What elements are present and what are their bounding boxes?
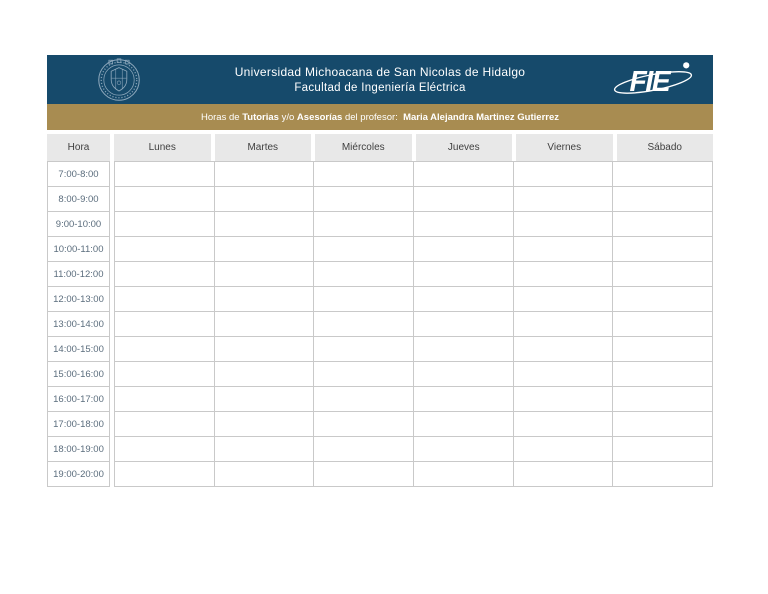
hour-label: 16:00-17:00 [47, 387, 110, 412]
hour-label: 8:00-9:00 [47, 187, 110, 212]
banner-connector: y/o [278, 111, 297, 123]
schedule-cell [514, 462, 614, 487]
schedule-cell [613, 362, 713, 387]
schedule-cell [514, 162, 614, 187]
header-band [47, 55, 713, 104]
schedule-cell [613, 387, 713, 412]
hour-label: 7:00-8:00 [47, 162, 110, 187]
schedule-cell [115, 162, 215, 187]
schedule-cell [115, 362, 215, 387]
schedule-cell [514, 387, 614, 412]
schedule-cell [414, 337, 514, 362]
hour-label: 11:00-12:00 [47, 262, 110, 287]
schedule-cell [314, 312, 414, 337]
schedule-cell [215, 187, 315, 212]
schedule-cell [613, 262, 713, 287]
schedule-cell [613, 337, 713, 362]
schedule-cell [314, 162, 414, 187]
fie-logo-text: FIE [629, 66, 670, 99]
hour-label: 9:00-10:00 [47, 212, 110, 237]
schedule-cell [314, 362, 414, 387]
schedule-cell [115, 262, 215, 287]
schedule-cell [215, 237, 315, 262]
schedule-cell [613, 287, 713, 312]
schedule-cell [314, 262, 414, 287]
schedule-cell [314, 412, 414, 437]
schedule-cell [613, 437, 713, 462]
schedule-cell [414, 387, 514, 412]
banner-prefix: Horas de [201, 111, 243, 123]
schedule-cell [414, 287, 514, 312]
schedule-cell [215, 362, 315, 387]
schedule-cell [414, 162, 514, 187]
university-name: Universidad Michoacana de San Nicolas de Hidalgo [234, 65, 526, 79]
schedule-cell [514, 287, 614, 312]
schedule-cell [514, 187, 614, 212]
schedule-cell [215, 337, 315, 362]
schedule-cell [613, 462, 713, 487]
schedule-cell [414, 412, 514, 437]
hour-label: 13:00-14:00 [47, 312, 110, 337]
schedule-cell [314, 212, 414, 237]
schedule-cell [314, 462, 414, 487]
schedule-cell [613, 312, 713, 337]
schedule-cell [215, 412, 315, 437]
schedule-cell [414, 212, 514, 237]
hour-label: 19:00-20:00 [47, 462, 110, 487]
hour-column [47, 161, 110, 487]
schedule-cell [115, 187, 215, 212]
schedule-cell [414, 362, 514, 387]
schedule-cell [115, 462, 215, 487]
schedule-cell [115, 287, 215, 312]
schedule-cell [514, 337, 614, 362]
schedule-cell [215, 387, 315, 412]
fie-logo [609, 58, 697, 101]
schedule-cell [514, 362, 614, 387]
column-header-day: Sábado [613, 134, 714, 161]
schedule-cell [215, 462, 315, 487]
schedule-cell [514, 237, 614, 262]
schedule-cell [514, 412, 614, 437]
column-header-day: Martes [211, 134, 312, 161]
hour-label: 15:00-16:00 [47, 362, 110, 387]
schedule-cell [613, 237, 713, 262]
schedule-cell [613, 162, 713, 187]
faculty-name: Facultad de Ingeniería Eléctrica [294, 82, 466, 94]
schedule-cell [414, 462, 514, 487]
schedule-cell [414, 262, 514, 287]
schedule-cell [115, 387, 215, 412]
schedule-cell [314, 187, 414, 212]
schedule-grid [114, 161, 713, 487]
column-header-hora: Hora [47, 134, 110, 161]
schedule-cell [514, 312, 614, 337]
schedule-cell [514, 212, 614, 237]
hour-label: 10:00-11:00 [47, 237, 110, 262]
schedule-cell [414, 237, 514, 262]
hour-label: 12:00-13:00 [47, 287, 110, 312]
schedule-cell [613, 187, 713, 212]
schedule-cell [514, 262, 614, 287]
schedule-cell [115, 437, 215, 462]
schedule-cell [115, 337, 215, 362]
banner-tutorias: Tutorias [242, 111, 279, 123]
banner-suffix: del profesor: [342, 111, 404, 123]
schedule-cell [215, 287, 315, 312]
column-header-day: Lunes [110, 134, 211, 161]
hour-label: 17:00-18:00 [47, 412, 110, 437]
hour-label: 14:00-15:00 [47, 337, 110, 362]
schedule-cell [314, 337, 414, 362]
column-header-day: Miércoles [311, 134, 412, 161]
schedule-cell [215, 437, 315, 462]
banner-asesorias: Asesorías [296, 111, 343, 123]
hour-label: 18:00-19:00 [47, 437, 110, 462]
schedule-cell [215, 312, 315, 337]
schedule-cell [414, 312, 514, 337]
professor-name: Maria Alejandra Martinez Gutierrez [403, 111, 559, 123]
schedule-cell [115, 237, 215, 262]
column-header-day: Viernes [512, 134, 613, 161]
schedule-cell [514, 437, 614, 462]
schedule-cell [115, 212, 215, 237]
schedule-cell [215, 212, 315, 237]
schedule-header-row [47, 134, 713, 161]
schedule-cell [613, 412, 713, 437]
banner-band [47, 104, 713, 130]
schedule-cell [314, 287, 414, 312]
schedule-cell [414, 437, 514, 462]
schedule-cell [215, 262, 315, 287]
schedule-cell [414, 187, 514, 212]
schedule-cell [115, 312, 215, 337]
schedule-cell [115, 412, 215, 437]
column-header-day: Jueves [412, 134, 513, 161]
schedule-cell [314, 387, 414, 412]
schedule-cell [215, 162, 315, 187]
schedule-cell [314, 437, 414, 462]
schedule-cell [314, 237, 414, 262]
schedule-cell [613, 212, 713, 237]
